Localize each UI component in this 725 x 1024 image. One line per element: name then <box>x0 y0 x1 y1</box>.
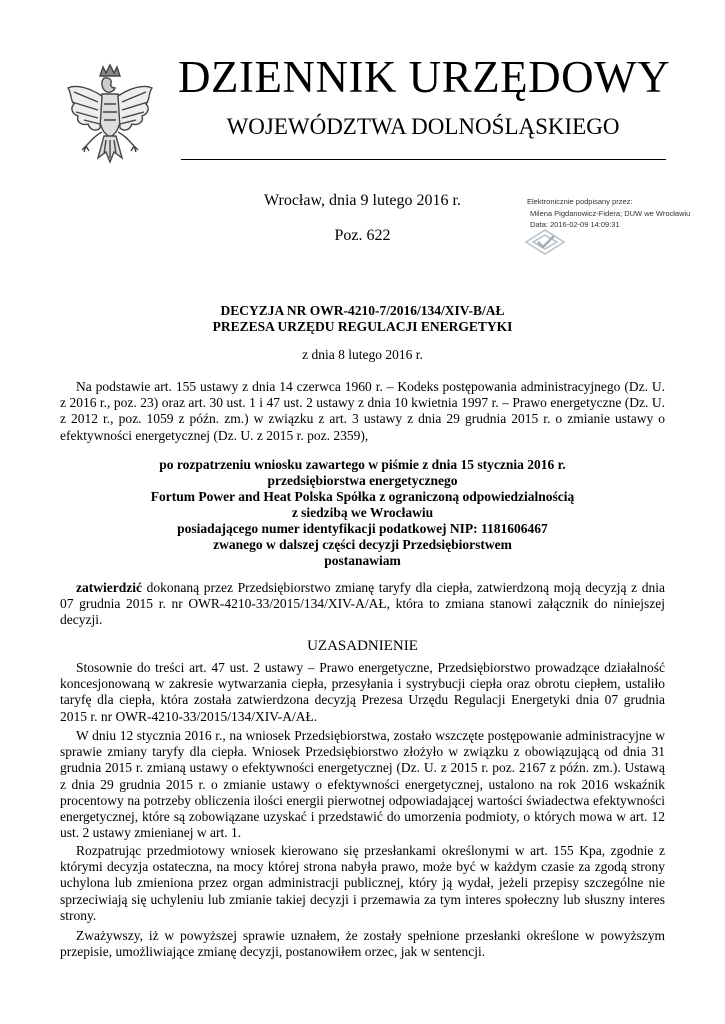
justification-heading: UZASADNIENIE <box>307 638 418 654</box>
position-number: Poz. 622 <box>334 227 391 244</box>
signature-date: Data: 2016-02-09 14:09:31 <box>530 220 620 229</box>
block-line: postanawiam <box>324 553 401 568</box>
signature-label: Elektronicznie podpisany przez: <box>527 197 633 206</box>
approve-text: dokonaną przez Przedsiębiorstwo zmianę taryfy dla ciepła, zatwierdzoną moją decyzją z dnia 07 grudnia 2015 r. nr OWR-4210-33/2015/134/XIV-A/AŁ, która to zmiana stanowi załącznik do niniejszej decyzji. <box>60 580 665 628</box>
justification-text: Rozpatrując przedmiotowy wniosek kierowano się przesłankami określonymi w art. 155 Kpa, zgodnie z którymi decyzja ostateczna, na mocy której strona nabyła prawo, może być w każdym czasie za zgodą strony uchylona lub zmieniona przez organ administracji publicznej, który ją wydał, jeżeli przepisy szczególne nie sprzeciwiają się uchyleniu lub zmianie takiej decyzji i przemawia za tym interes społeczny lub słuszny interes strony. <box>60 843 665 923</box>
justification-text: W dniu 12 stycznia 2016 r., na wniosek Przedsiębiorstwa, zostało wszczęte postępowanie administracyjne w sprawie zmiany taryfy dla ciepła. Wniosek Przedsiębiorstwo złożyło w związku z obowiązującą od dnia 31 grudnia 2015 r. zmianą ustawy o efektywności energetycznej (Dz. U. z 2015 r. poz. 2167 z późn. zm.). Ustawą z dnia 29 grudnia 2015 r. o zmianie ustawy o efektywności energetycznej, ustalono na rok 2016 wskaźnik procentowy na potrzeby obliczenia ilości energii pierwotnej odpowiadającej wartości świadectwa efektywności energetycznej, które są zobowiązane uzyskać i przedstawić do umorzenia podmioty, o których mowa w art. 12 ust. 2 ustawy zmienianej w art. 1. <box>60 728 665 841</box>
decision-title <box>60 303 665 335</box>
signature-check-mark-icon <box>523 228 567 256</box>
polish-eagle-emblem-icon <box>62 62 158 170</box>
block-line: z siedzibą we Wrocławiu <box>291 505 434 520</box>
block-line: po rozpatrzeniu wniosku zawartego w piśmie z dnia 15 stycznia 2016 r. <box>159 457 566 472</box>
justification-paragraph-3 <box>60 843 665 924</box>
justification-paragraph-4 <box>60 928 665 960</box>
block-line: przedsiębiorstwa energetycznego <box>267 473 458 488</box>
approval-paragraph <box>60 580 665 629</box>
justification-text: Stosownie do treści art. 47 ust. 2 ustawy – Prawo energetyczne, Przedsiębiorstwo prowadzące działalność koncesjonowaną w zakresie wytwarzania ciepła, przesyłania i systrybucji ciepła oraz obrotu ciepłem, ustaliło taryfę dla ciepła, która została zatwierdzona decyzją Prezesa Urzędu Regulacji Energetyki dnia 07 grudnia 2015 r. nr OWR-4210-33/2015/134/XIV-A/AŁ. <box>60 660 665 724</box>
block-line: zwanego w dalszej części decyzji Przedsiębiorstwem <box>213 537 512 552</box>
justification-text: Zważywszy, iż w powyższej sprawie uznałem, że zostały spełnione przesłanki określone w powyższym przepisie, umożliwiające zmianę decyzji, postanowiłem orzec, jak w sentencji. <box>60 928 665 960</box>
approve-word: zatwierdzić <box>76 580 142 595</box>
electronic-signature-block <box>525 196 720 231</box>
application-details-block <box>60 457 665 569</box>
journal-title: DZIENNIK URZĘDOWY <box>178 52 671 102</box>
decision-date: z dnia 8 lutego 2016 r. <box>302 347 423 362</box>
legal-basis-text: Na podstawie art. 155 ustawy z dnia 14 czerwca 1960 r. – Kodeks postępowania administracyjnego (Dz. U. z 2016 r., poz. 23) oraz art. 30 ust. 1 i 47 ust. 2 ustawy z dnia 10 kwietnia 1997 r. – Prawo energetyczne (Dz. U. z 2012 r., poz. 1059 z późn. zm.) w związku z art. 3 ustawy z dnia 29 grudnia 2015 r. o zmianie ustawy o efektywności energetycznej (Dz. U. z 2015 r. poz. 2359), <box>60 379 665 443</box>
legal-basis-paragraph <box>60 379 665 444</box>
justification-paragraph-2 <box>60 728 665 841</box>
header-divider <box>181 159 666 160</box>
decision-authority: PREZESA URZĘDU REGULACJI ENERGETYKI <box>212 319 513 334</box>
publication-place-date: Wrocław, dnia 9 lutego 2016 r. <box>264 192 461 209</box>
block-line: posiadającego numer identyfikacji podatkowej NIP: 1181606467 <box>177 521 548 536</box>
journal-subtitle: WOJEWÓDZTWA DOLNOŚLĄSKIEGO <box>226 114 620 139</box>
justification-paragraph-1 <box>60 660 665 725</box>
decision-number: DECYZJA NR OWR-4210-7/2016/134/XIV-B/AŁ <box>220 303 505 318</box>
signature-signer: Milena Pigdanowicz-Fidera; DUW we Wrocławiu <box>530 208 691 218</box>
block-line: Fortum Power and Heat Polska Spółka z ograniczoną odpowiedzialnością <box>150 489 575 504</box>
